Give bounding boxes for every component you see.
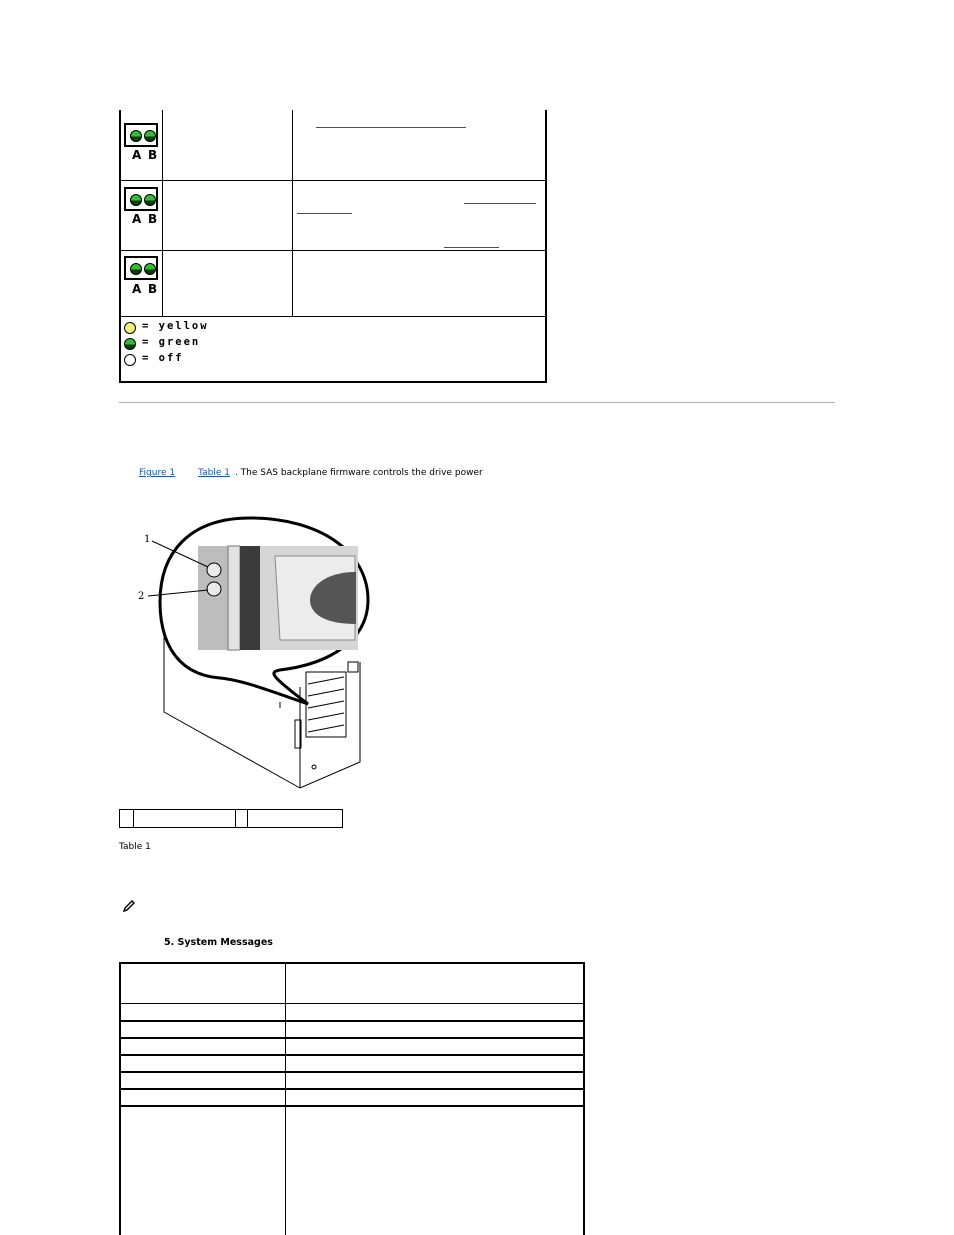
legend-item-green: = green bbox=[124, 336, 324, 352]
link-placeholder[interactable] bbox=[444, 247, 499, 248]
note-pencil-icon bbox=[122, 899, 136, 913]
intro-line bbox=[139, 468, 483, 478]
table-1-link[interactable]: Table 1 bbox=[198, 468, 230, 478]
led-indicator-pair bbox=[124, 256, 158, 280]
section-divider bbox=[119, 402, 835, 403]
green-led-icon bbox=[124, 338, 136, 350]
yellow-led-icon bbox=[124, 322, 136, 334]
label-a: A bbox=[132, 282, 142, 296]
led-indicator-pair bbox=[124, 123, 158, 147]
section-title: 5. System Messages bbox=[164, 937, 273, 948]
green-led-icon bbox=[144, 194, 156, 206]
led-status-table bbox=[119, 110, 547, 383]
callout-1: 1 bbox=[144, 534, 151, 545]
green-led-icon bbox=[130, 130, 142, 142]
label-b: B bbox=[148, 212, 158, 226]
green-led-icon bbox=[130, 263, 142, 275]
callout-table bbox=[119, 809, 343, 828]
led-indicator-pair bbox=[124, 187, 158, 211]
label-b: B bbox=[148, 282, 158, 296]
label-a: A bbox=[132, 212, 142, 226]
intro-text: . The SAS backplane firmware controls the drive power bbox=[234, 468, 483, 478]
legend bbox=[124, 320, 324, 368]
activity-led-icon bbox=[207, 563, 221, 577]
link-placeholder[interactable] bbox=[316, 127, 466, 128]
drive-closeup bbox=[198, 546, 358, 650]
status-led-icon bbox=[207, 582, 221, 596]
system-messages-table bbox=[119, 962, 585, 1235]
green-led-icon bbox=[144, 263, 156, 275]
label-a: A bbox=[132, 148, 142, 162]
drive-led-figure bbox=[130, 512, 370, 794]
callout-2: 2 bbox=[138, 591, 145, 602]
green-led-icon bbox=[130, 194, 142, 206]
figure-1-link[interactable]: Figure 1 bbox=[139, 468, 176, 478]
legend-item-off: = off bbox=[124, 352, 324, 368]
link-placeholder[interactable] bbox=[464, 203, 536, 204]
link-placeholder[interactable] bbox=[297, 213, 352, 214]
label-b: B bbox=[148, 148, 158, 162]
green-led-icon bbox=[144, 130, 156, 142]
table-caption: Table 1 bbox=[119, 842, 151, 852]
off-led-icon bbox=[124, 354, 136, 366]
legend-item-yellow: = yellow bbox=[124, 320, 324, 336]
